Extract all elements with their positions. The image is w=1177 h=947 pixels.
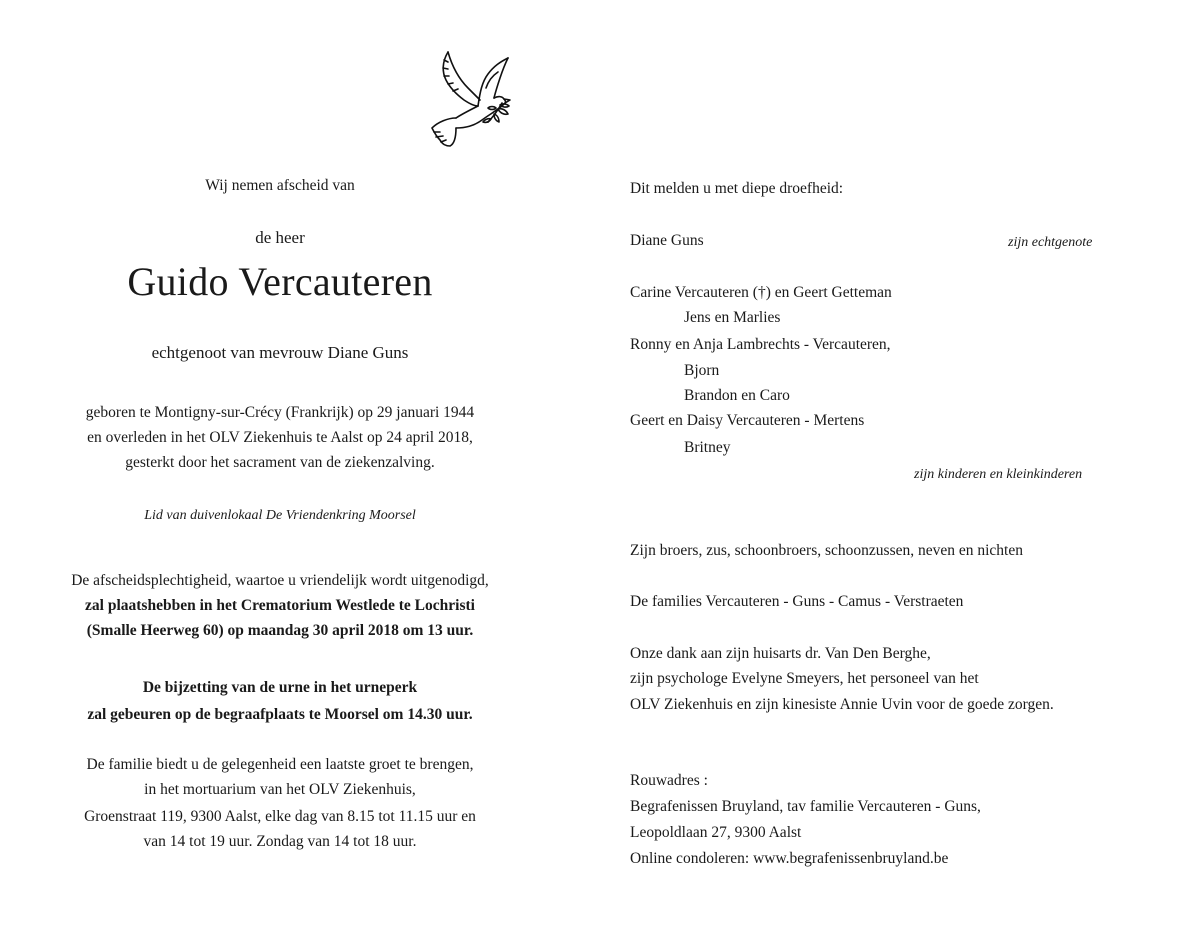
bio-line-3: gesterkt door het sacrament van de ziekenzalving. [125, 454, 435, 471]
children-role: zijn kinderen en kleinkinderen [914, 467, 1083, 482]
thanks-line-3: OLV Ziekenhuis en zijn kinesiste Annie Uvin voor de goede zorgen. [630, 696, 1054, 713]
deceased-name: Guido Vercauteren [127, 259, 433, 304]
address-line-2: Leopoldlaan 27, 9300 Aalst [630, 824, 802, 841]
visitation-line-3: Groenstraat 119, 9300 Aalst, elke dag van 8.15 tot 11.15 uur en [84, 808, 476, 825]
visitation-line-2: in het mortuarium van het OLV Ziekenhuis, [144, 781, 416, 798]
spouse-line: echtgenoot van mevrouw Diane Guns [151, 343, 409, 362]
ceremony-line-1: De afscheidsplechtigheid, waartoe u vriendelijk wordt uitgenodigd, [71, 572, 489, 589]
grandchild-2-2: Brandon en Caro [684, 387, 790, 404]
intro-text: Wij nemen afscheid van [205, 177, 355, 194]
address-label: Rouwadres : [630, 772, 708, 789]
announcement-text: Dit melden u met diepe droefheid: [630, 180, 844, 197]
address-line-1: Begrafenissen Bruyland, tav familie Vercauteren - Guns, [630, 798, 981, 815]
visitation-line-4: van 14 tot 19 uur. Zondag van 14 tot 18 uur. [143, 833, 417, 850]
ceremony-line-2: zal plaatshebben in het Crematorium Westlede te Lochristi [85, 597, 475, 614]
online-condolence-link[interactable]: Online condoleren: www.begrafenissenbruyland.be [630, 850, 949, 867]
families-line: De families Vercauteren - Guns - Camus - Verstraeten [630, 593, 964, 610]
urn-line-1: De bijzetting van de urne in het urneperk [142, 679, 418, 696]
grandchild-2-1: Bjorn [684, 362, 720, 379]
spouse-role: zijn echtgenote [1008, 235, 1093, 250]
thanks-line-1: Onze dank aan zijn huisarts dr. Van Den Berghe, [630, 645, 931, 662]
membership-note: Lid van duivenlokaal De Vriendenkring Moorsel [144, 508, 416, 523]
honorific: de heer [255, 228, 305, 247]
thanks-line-2: zijn psychologe Evelyne Smeyers, het personeel van het [630, 670, 979, 687]
spouse-name: Diane Guns [630, 232, 704, 249]
ceremony-line-3: (Smalle Heerweg 60) op maandag 30 april 2018 om 13 uur. [86, 622, 474, 639]
bio-line-1: geboren te Montigny-sur-Crécy (Frankrijk) op 29 januari 1944 [85, 404, 475, 421]
child-1-name: Carine Vercauteren (†) en Geert Getteman [630, 284, 892, 301]
siblings-line: Zijn broers, zus, schoonbroers, schoonzussen, neven en nichten [630, 542, 1023, 559]
child-3-name: Geert en Daisy Vercauteren - Mertens [630, 412, 865, 429]
visitation-line-1: De familie biedt u de gelegenheid een laatste groet te brengen, [86, 756, 474, 773]
grandchild-1-1: Jens en Marlies [684, 309, 781, 326]
dove-with-olive-branch-icon [426, 48, 518, 150]
child-2-name: Ronny en Anja Lambrechts - Vercauteren, [630, 336, 891, 353]
grandchild-3-1: Britney [684, 439, 731, 456]
urn-line-2: zal gebeuren op de begraafplaats te Moorsel om 14.30 uur. [87, 706, 473, 723]
bio-line-2: en overleden in het OLV Ziekenhuis te Aalst op 24 april 2018, [87, 429, 473, 446]
